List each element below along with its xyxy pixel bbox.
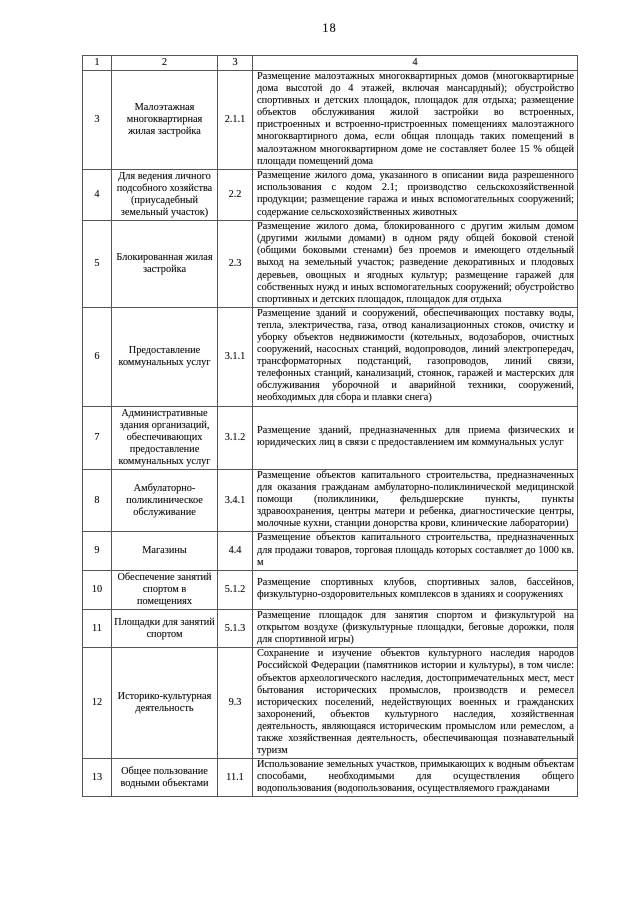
column-header-2: 2: [112, 56, 218, 71]
land-use-description-cell: Размещение площадок для занятия спортом и физкультурой на открытом воздухе (физкультурные площадки, беговые дорожки, поля для спортивной игры): [253, 610, 578, 648]
row-number-cell: 3: [83, 71, 112, 170]
land-use-description-cell: Сохранение и изучение объектов культурного наследия народов Российской Федерации (памятников истории и культуры), в том числе: объектов археологического наследия, достопримечательных мест, мест бытования исторических промыслов, производств и ремесел исторических поселений, недействующих военных и гражданских захоронений, объектов культурного наследия, хозяйственная деятельность, являющаяся историческим промыслом или ремеслом, а также хозяйственная деятельность, обеспечивающая познавательный туризм: [253, 648, 578, 759]
land-use-code-cell: 9.3: [218, 648, 253, 759]
row-number-cell: 8: [83, 470, 112, 532]
land-use-name-cell: Административные здания организаций, обеспечивающих предоставление коммунальных услуг: [112, 406, 218, 469]
land-use-code-cell: 3.4.1: [218, 470, 253, 532]
land-use-name-cell: Малоэтажная многоквартирная жилая застройка: [112, 71, 218, 170]
land-use-description-cell: Размещение зданий, предназначенных для приема физических и юридических лиц в связи с предоставлением им коммунальных услуг: [253, 406, 578, 469]
row-number-cell: 11: [83, 610, 112, 648]
land-use-name-cell: Площадки для занятий спортом: [112, 610, 218, 648]
table-row: [83, 532, 578, 570]
land-use-description-cell: Размещение жилого дома, указанного в описании вида разрешенного использования с кодом 2.1; производство сельскохозяйственной продукции; размещение гаража и иных вспомогательных сооружений; содержание сельскохозяйственных животных: [253, 169, 578, 220]
land-use-description-cell: Размещение объектов капитального строительства, предназначенных для продажи товаров, торговая площадь которых составляет до 1000 кв. м: [253, 532, 578, 570]
land-use-name-cell: Магазины: [112, 532, 218, 570]
table-body: [83, 71, 578, 797]
land-use-code-cell: 2.3: [218, 221, 253, 308]
row-number-cell: 12: [83, 648, 112, 759]
land-use-code-cell: 5.1.3: [218, 610, 253, 648]
row-number-cell: 10: [83, 570, 112, 609]
row-number-cell: 9: [83, 532, 112, 570]
land-use-table: [82, 55, 578, 797]
row-number-cell: 6: [83, 307, 112, 406]
land-use-code-cell: 2.2: [218, 169, 253, 220]
land-use-name-cell: Обеспечение занятий спортом в помещениях: [112, 570, 218, 609]
land-use-code-cell: 2.1.1: [218, 71, 253, 170]
table-row: [83, 610, 578, 648]
table-row: [83, 169, 578, 220]
land-use-name-cell: Для ведения личного подсобного хозяйства (приусадебный земельный участок): [112, 169, 218, 220]
land-use-name-cell: Амбулаторно-поликлиническое обслуживание: [112, 470, 218, 532]
land-use-description-cell: Размещение объектов капитального строительства, предназначенных для оказания гражданам амбулаторно-поликлинической медицинской помощи (поликлиники, фельдшерские пункты, пункты здравоохранения, центры матери и ребенка, диагностические центры, молочные кухни, станции донорства крови, клинические лаборатории): [253, 470, 578, 532]
column-header-1: 1: [83, 56, 112, 71]
row-number-cell: 13: [83, 759, 112, 797]
row-number-cell: 5: [83, 221, 112, 308]
land-use-description-cell: Использование земельных участков, примыкающих к водным объектам способами, необходимыми для осуществления общего водопользования (водопользования, осуществляемого гражданами: [253, 759, 578, 797]
table-header-row: [83, 56, 578, 71]
table-row: [83, 759, 578, 797]
land-use-description-cell: Размещение жилого дома, блокированного с другим жилым домом (другими жилыми домами) в одном ряду общей боковой стеной (общими боковыми стенами) без проемов и имеющего отдельный выход на земельный участок; разведение декоративных и плодовых деревьев, овощных и ягодных культур; размещение гаражей для собственных нужд и иных вспомогательных сооружений; обустройство спортивных и детских площадок, площадок для отдыха: [253, 221, 578, 308]
row-number-cell: 7: [83, 406, 112, 469]
table-row: [83, 648, 578, 759]
page-number: 18: [322, 21, 337, 35]
table-row: [83, 470, 578, 532]
land-use-description-cell: Размещение спортивных клубов, спортивных залов, бассейнов, физкультурно-оздоровительных комплексов в зданиях и сооружениях: [253, 570, 578, 609]
land-use-name-cell: Общее пользование водными объектами: [112, 759, 218, 797]
land-use-name-cell: Историко-культурная деятельность: [112, 648, 218, 759]
table-row: [83, 71, 578, 170]
column-header-4: 4: [253, 56, 578, 71]
land-use-name-cell: Предоставление коммунальных услуг: [112, 307, 218, 406]
land-use-code-cell: 4.4: [218, 532, 253, 570]
table-row: [83, 570, 578, 609]
table-row: [83, 307, 578, 406]
land-use-name-cell: Блокированная жилая застройка: [112, 221, 218, 308]
land-use-code-cell: 5.1.2: [218, 570, 253, 609]
land-use-code-cell: 11.1: [218, 759, 253, 797]
table-row: [83, 221, 578, 308]
land-use-code-cell: 3.1.1: [218, 307, 253, 406]
land-use-code-cell: 3.1.2: [218, 406, 253, 469]
row-number-cell: 4: [83, 169, 112, 220]
land-use-description-cell: Размещение зданий и сооружений, обеспечивающих поставку воды, тепла, электричества, газа, отвод канализационных стоков, очистку и уборку объектов недвижимости (котельных, водозаборов, очистных сооружений, насосных станций, водопроводов, линий электропередач, трансформаторных подстанций, газопроводов, линий связи, телефонных станций, канализаций, стоянок, гаражей и мастерских для обслуживания уборочной и аварийной техники, сооружений, необходимых для сбора и плавки снега): [253, 307, 578, 406]
land-use-description-cell: Размещение малоэтажных многоквартирных домов (многоквартирные дома высотой до 4 этажей, включая мансардный); обустройство спортивных и детских площадок, площадок для отдыха; размещение объектов обслуживания жилой застройки во встроенных, пристроенных и встроенно-пристроенных помещениях малоэтажного многоквартирного дома, если общая площадь таких помещений в малоэтажном многоквартирном доме не составляет более 15 % общей площади помещений дома: [253, 71, 578, 170]
table-row: [83, 406, 578, 469]
column-header-3: 3: [218, 56, 253, 71]
